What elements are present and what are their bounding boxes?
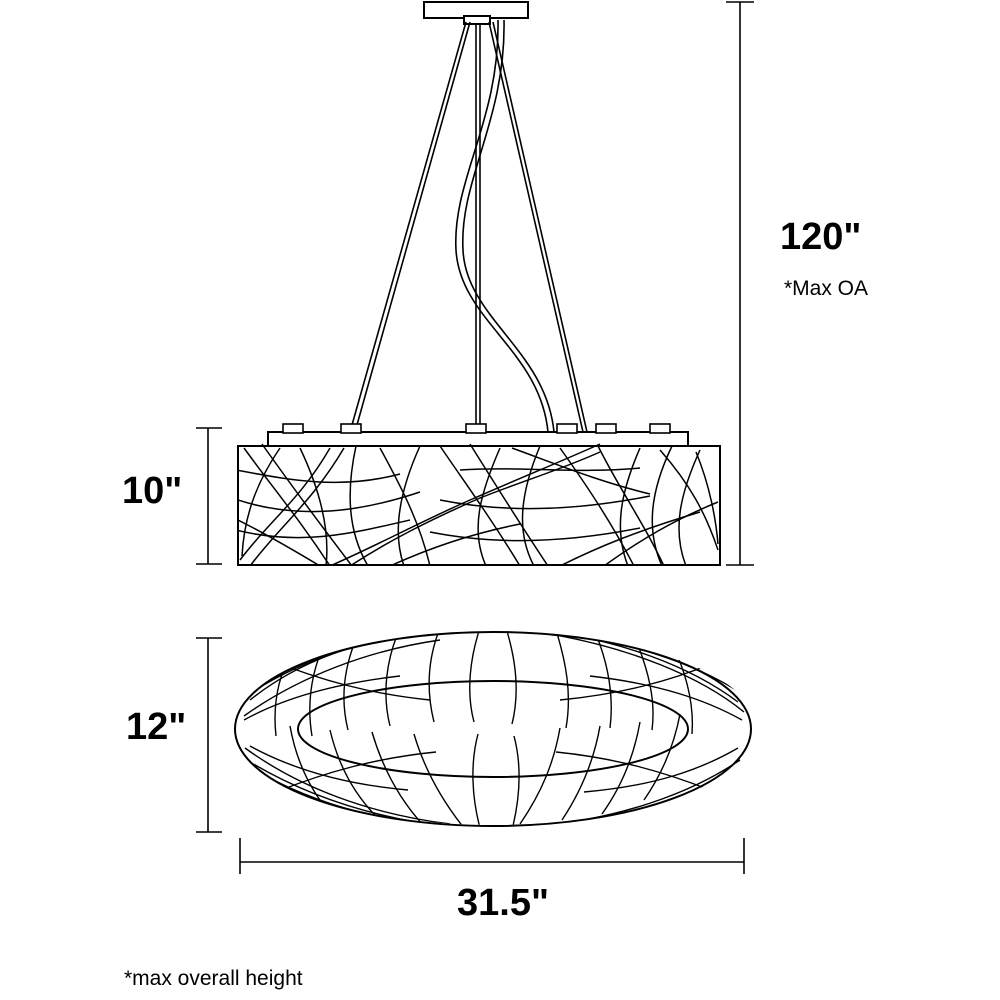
- dimension-fixture-height: [196, 428, 222, 564]
- elevation-view: [196, 2, 754, 566]
- suspension-cables: [350, 22, 587, 432]
- fixture-top-plate: [268, 432, 688, 446]
- overall-height-note-label: *Max OA: [784, 277, 869, 300]
- dimension-overall-height: [726, 2, 754, 565]
- ceiling-canopy: [424, 2, 528, 24]
- dimension-plan-width: [240, 838, 744, 874]
- dimension-plan-height: [196, 638, 222, 832]
- overall-height-dimension-label: 120": [780, 216, 862, 258]
- fixture-height-dimension-label: 10": [122, 470, 183, 512]
- socket-blocks: [283, 424, 670, 433]
- plan-width-dimension-label: 31.5": [457, 882, 549, 924]
- footnote-label: *max overall height: [124, 967, 303, 990]
- plan-view: [196, 628, 751, 874]
- plan-height-dimension-label: 12": [126, 706, 187, 748]
